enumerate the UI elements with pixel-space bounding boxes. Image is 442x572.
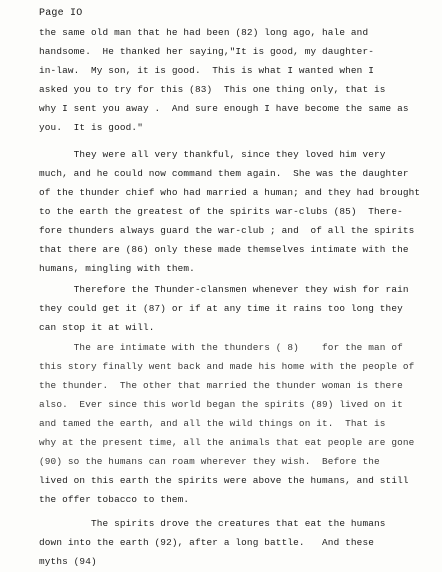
- text-line: the same old man that he had been (82) long ago, hale and: [39, 27, 369, 38]
- text-line: also. Ever since this world began the spirits (89) lived on it: [39, 399, 403, 410]
- text-line: handsome. He thanked her saying,"It is good, my daughter-: [39, 46, 375, 57]
- text-line: they could get it (87) or if at any time it rains too long they: [39, 303, 403, 314]
- text-line: this story finally went back and made his home with the people of: [39, 361, 415, 372]
- text-line: The spirits drove the creatures that eat the humans: [39, 518, 386, 529]
- page-number: Page IO: [39, 8, 83, 19]
- text-line: why I sent you away . And sure enough I have become the same as: [39, 103, 409, 114]
- text-line: (90) so the humans can roam wherever they wish. Before the: [39, 456, 380, 467]
- text-line: that there are (86) only these made themselves intimate with the: [39, 244, 409, 255]
- text-line: lived on this earth the spirits were above the humans, and still: [39, 475, 409, 486]
- text-line: They were all very thankful, since they loved him very: [39, 149, 386, 160]
- text-line: you. It is good.": [39, 122, 143, 133]
- text-line: can stop it at will.: [39, 322, 155, 333]
- text-line: asked you to try for this (83) This one thing only, that is: [39, 84, 386, 95]
- text-line: fore thunders always guard the war-club ; and of all the spirits: [39, 225, 415, 236]
- text-line: to the earth the greatest of the spirits war-clubs (85) There-: [39, 206, 403, 217]
- text-line: the thunder. The other that married the thunder woman is there: [39, 380, 403, 391]
- text-line: why at the present time, all the animals that eat people are gone: [39, 437, 415, 448]
- text-line: down into the earth (92), after a long battle. And these: [39, 537, 375, 548]
- text-line: and tamed the earth, and all the wild things on it. That is: [39, 418, 386, 429]
- text-line: The are intimate with the thunders ( 8) for the man of: [39, 342, 403, 353]
- text-line: much, and he could now command them again. She was the daughter: [39, 168, 409, 179]
- text-line: in-law. My son, it is good. This is what I wanted when I: [39, 65, 375, 76]
- text-line: Therefore the Thunder-clansmen whenever they wish for rain: [39, 284, 409, 295]
- text-line: humans, mingling with them.: [39, 263, 195, 274]
- text-line: myths (94): [39, 556, 97, 567]
- text-line: of the thunder chief who had married a human; and they had brought: [39, 187, 421, 198]
- text-line: the offer tobacco to them.: [39, 494, 190, 505]
